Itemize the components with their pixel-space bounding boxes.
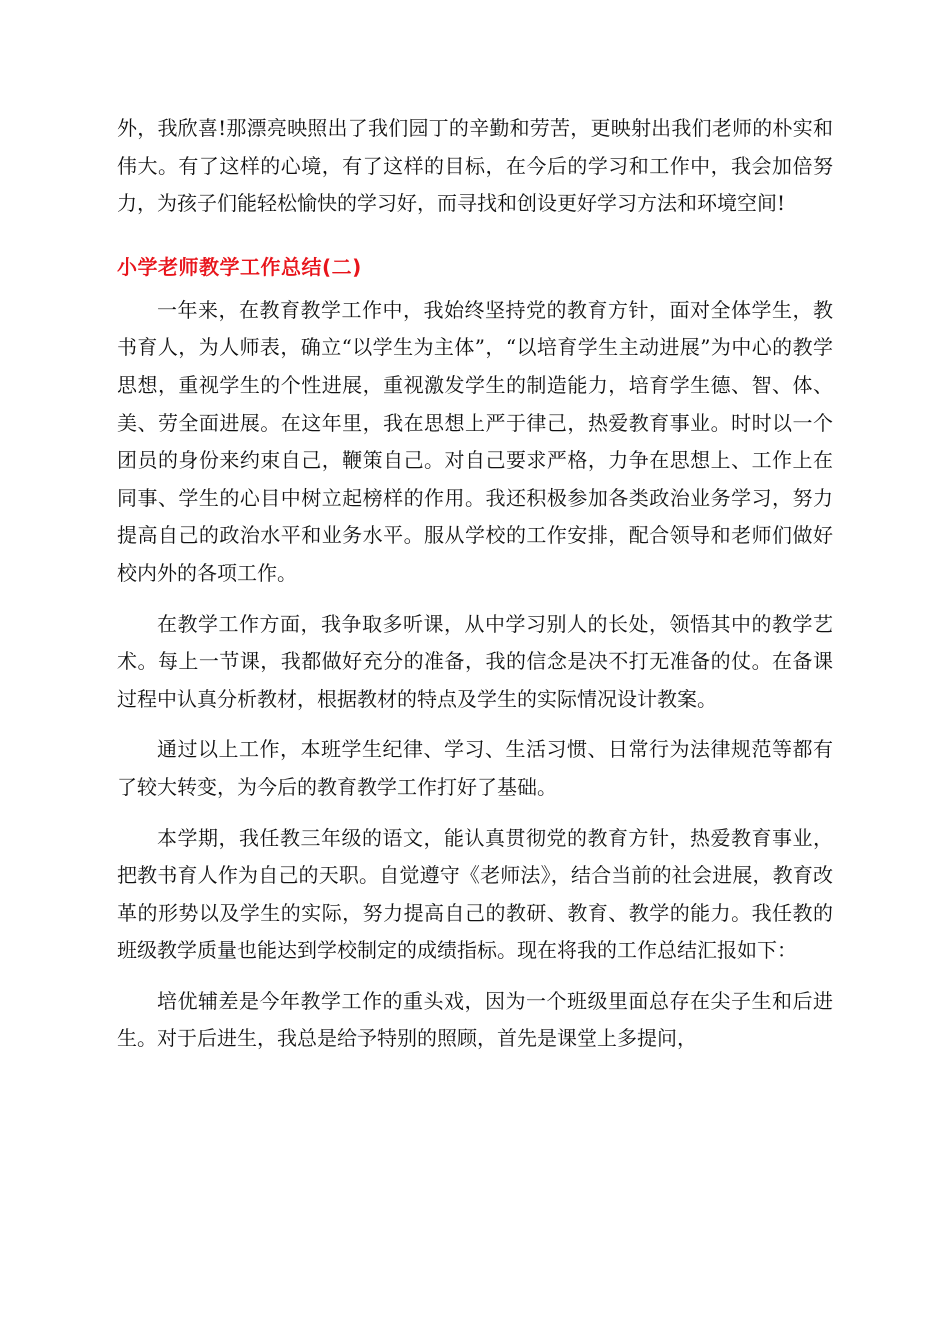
- paragraph-1: 一年来，在教育教学工作中，我始终坚持党的教育方针，面对全体学生，教书育人，为人师表，确立“以学生为主体”，“以培育学生主动进展”为中心的教学思想，重视学生的个性进展，重视激发学生的制造能力，培育学生德、智、体、美、劳全面进展。在这年里，我在思想上严于律己，热爱教育事业。时时以一个团员的身份来约束自己，鞭策自己。对自己要求严格，力争在思想上、工作上在同事、学生的心目中树立起榜样的作用。我还积极参加各类政治业务学习，努力提高自己的政治水平和业务水平。服从学校的工作安排，配合领导和老师们做好校内外的各项工作。: [117, 297, 833, 585]
- paragraph-5: 培优辅差是今年教学工作的重头戏，因为一个班级里面总存在尖子生和后进生。对于后进生，我总是给予特别的照顾，首先是课堂上多提问，: [117, 988, 833, 1051]
- paragraph-3: 通过以上工作，本班学生纪律、学习、生活习惯、日常行为法律规范等都有了较大转变，为今后的教育教学工作打好了基础。: [117, 737, 833, 799]
- document-body: [117, 110, 833, 1071]
- paragraph-4: 本学期，我任教三年级的语文，能认真贯彻党的教育方针，热爱教育事业，把教书育人作为自己的天职。自觉遵守《老师法》，结合当前的社会进展，教育改革的形势以及学生的实际，努力提高自己的教研、教育、教学的能力。我任教的班级教学质量也能达到学校制定的成绩指标。现在将我的工作总结汇报如下：: [117, 825, 833, 963]
- paragraph-2: 在教学工作方面，我争取多听课，从中学习别人的长处，领悟其中的教学艺术。每上一节课，我都做好充分的准备，我的信念是决不打无准备的仗。在备课过程中认真分析教材，根据教材的特点及学生的实际情况设计教案。: [117, 611, 833, 711]
- continuation-paragraph: 外，我欣喜!那漂亮映照出了我们园丁的辛勤和劳苦，更映射出我们老师的朴实和伟大。有了这样的心境，有了这样的目标，在今后的学习和工作中，我会加倍努力，为孩子们能轻松愉快的学习好，而寻找和创设更好学习方法和环境空间!: [117, 116, 833, 216]
- section-heading: 小学老师教学工作总结(二): [117, 254, 362, 279]
